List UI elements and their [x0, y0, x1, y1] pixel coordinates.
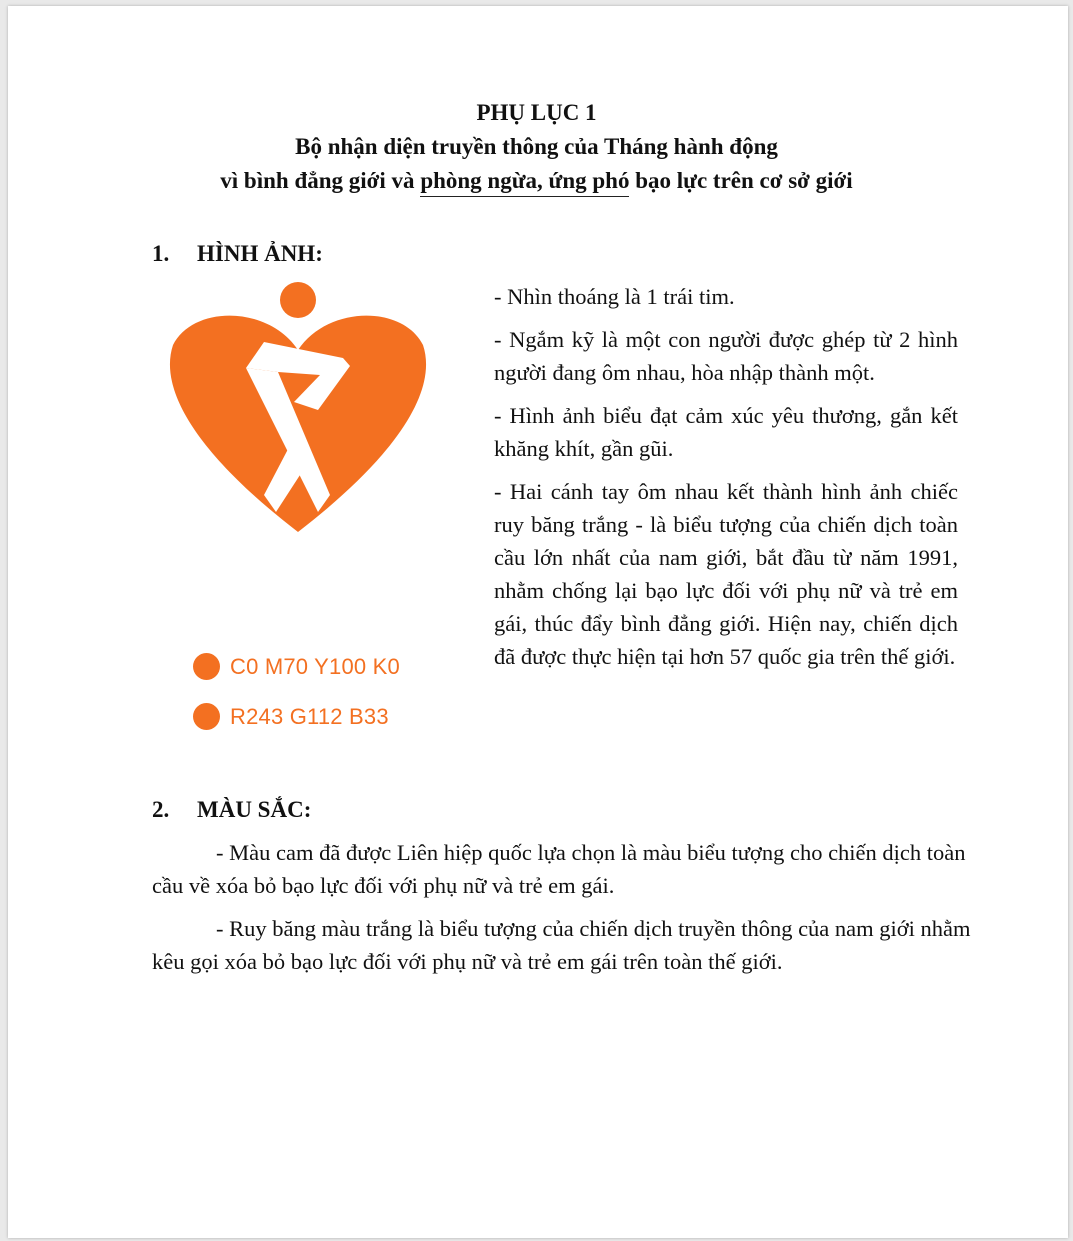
- title-line-3-underlined: phòng ngừa, ứng phó: [420, 166, 629, 197]
- section-2-number: 2.: [152, 797, 170, 822]
- color-dot-icon: [193, 703, 220, 730]
- heart-ribbon-logo-icon: [168, 280, 428, 536]
- section-1-title: HÌNH ẢNH:: [197, 241, 323, 266]
- image-bullet-4: - Hai cánh tay ôm nhau kết thành hình ảnh chiếc ruy băng trắng - là biểu tượng của chiến dịch toàn cầu lớn nhất của nam giới, bắt đầu từ năm 1991, nhằm chống lại bạo lực đối với phụ nữ và trẻ em gái, thúc đẩy bình đẳng giới. Hiện nay, chiến dịch đã được thực hiện tại hơn 57 quốc gia trên thế giới.: [494, 479, 958, 669]
- document-title: [0, 96, 1073, 198]
- image-bullet-2: - Ngắm kỹ là một con người được ghép từ 2 hình người đang ôm nhau, hòa nhập thành một.: [494, 327, 958, 385]
- title-line-3-start: vì bình đẳng giới và: [220, 168, 421, 193]
- color-paragraph-1: - Màu cam đã được Liên hiệp quốc lựa chọn là màu biểu tượng cho chiến dịch toàn cầu về xóa bỏ bạo lực đối với phụ nữ và trẻ em gái.: [152, 840, 966, 898]
- swatch-rgb-label: R243 G112 B33: [230, 703, 389, 729]
- section-1-number: 1.: [152, 241, 170, 266]
- color-dot-icon: [193, 653, 220, 680]
- section-2-title: MÀU SẮC:: [197, 797, 312, 822]
- image-bullet-3: - Hình ảnh biểu đạt cảm xúc yêu thương, gắn kết khăng khít, gần gũi.: [494, 403, 958, 461]
- color-description: [152, 836, 984, 988]
- image-description: [494, 280, 958, 683]
- title-line-3-end: bạo lực trên cơ sở giới: [629, 168, 853, 193]
- title-line-2: Bộ nhận diện truyền thông của Tháng hành động: [295, 134, 778, 159]
- swatch-cmyk: [193, 653, 400, 680]
- color-paragraph-2: - Ruy băng màu trắng là biểu tượng của chiến dịch truyền thông của nam giới nhằm kêu gọi xóa bỏ bạo lực đối với phụ nữ và trẻ em gái trên toàn thế giới.: [152, 916, 971, 974]
- title-line-3: [0, 164, 1073, 198]
- logo-head-icon: [280, 282, 316, 318]
- swatch-rgb: [193, 703, 389, 730]
- section-1-heading: [152, 241, 323, 267]
- section-2-heading: [152, 797, 311, 823]
- title-line-1: PHỤ LỤC 1: [476, 100, 597, 125]
- image-bullet-1: - Nhìn thoáng là 1 trái tim.: [494, 284, 735, 309]
- swatch-cmyk-label: C0 M70 Y100 K0: [230, 653, 400, 679]
